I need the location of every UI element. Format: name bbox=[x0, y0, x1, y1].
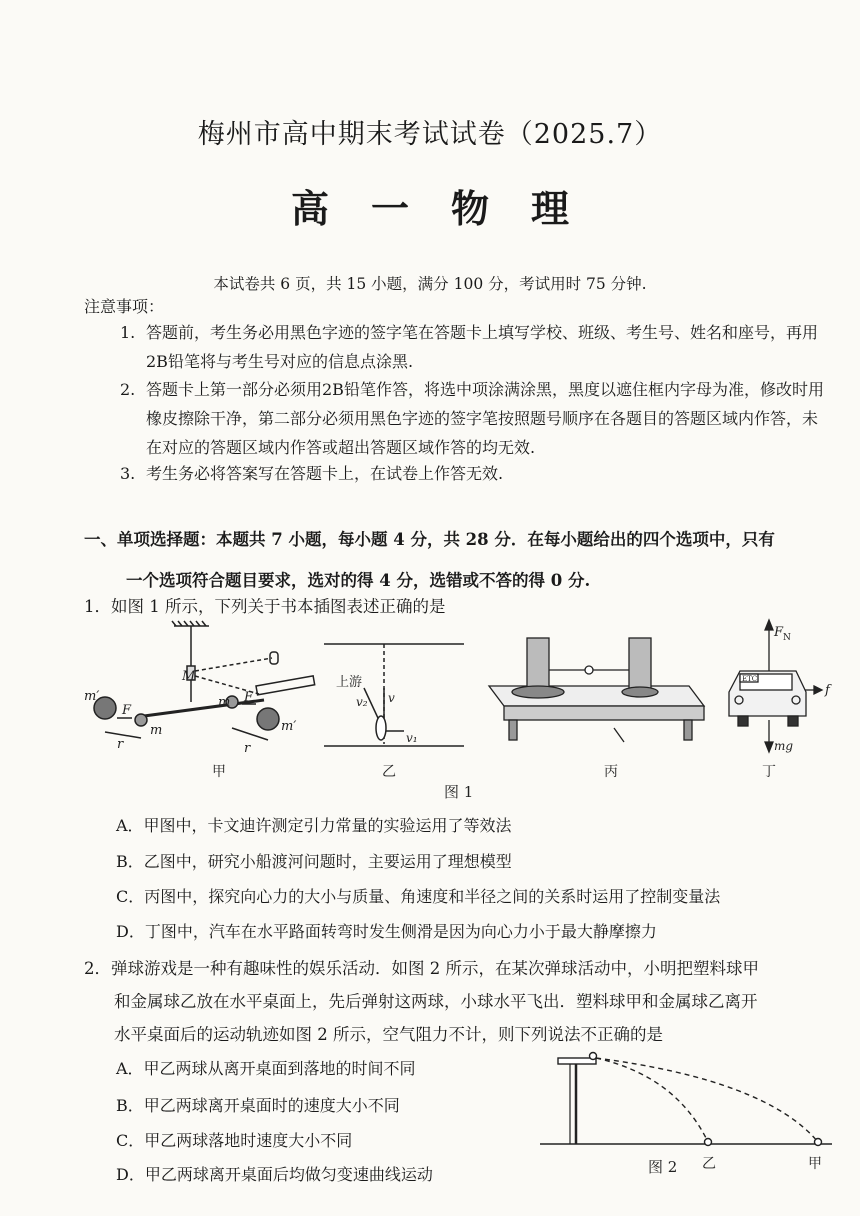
q1-option-b: B．乙图中，研究小船渡河问题时，主要运用了理想模型 bbox=[116, 852, 512, 871]
figure-2 bbox=[536, 1050, 836, 1180]
exam-title: 梅州市高中期末考试试卷（2025.7） bbox=[197, 119, 663, 150]
q2-stem-line-1: 2．弹球游戏是一种有趣味性的娱乐活动．如图 2 所示，在某次弹球活动中，小明把塑料球甲 bbox=[84, 959, 759, 978]
panel-label-bing: 丙 bbox=[604, 764, 618, 780]
exam-info: 本试卷共 6 页，共 15 小题，满分 100 分，考试用时 75 分钟. bbox=[213, 275, 647, 293]
label-FN: F bbox=[774, 625, 784, 640]
notice-item-text: 答题前，考生务必用黑色字迹的签字笔在答题卡上填写学校、班级、考生号、姓名和座号，再用2B铅笔将与考生号对应的信息点涂黑. bbox=[146, 323, 819, 371]
notice-item-3 bbox=[120, 459, 832, 488]
panel-label-ding: 丁 bbox=[762, 764, 776, 780]
label-r-right: r bbox=[244, 741, 251, 756]
question-2-stem bbox=[84, 952, 834, 1051]
question-1-stem: 1．如图 1 所示，下列关于书本插图表述正确的是 bbox=[84, 597, 446, 616]
label-m-prime-left: m′ bbox=[84, 689, 100, 704]
section-1-line-2: 一个选项符合题目要求，选对的得 4 分，选错或不答的得 0 分. bbox=[126, 571, 591, 590]
label-m-prime-right: m′ bbox=[281, 719, 297, 734]
label-v: v bbox=[388, 691, 395, 705]
label-f: f bbox=[825, 683, 830, 698]
panel-label-jia: 甲 bbox=[212, 764, 226, 780]
notice-heading: 注意事项： bbox=[84, 297, 165, 316]
q1-option-c: C．丙图中，探究向心力的大小与质量、角速度和半径之间的关系时运用了控制变量法 bbox=[116, 887, 721, 906]
q2-option-d: D．甲乙两球离开桌面后均做匀变速曲线运动 bbox=[116, 1165, 433, 1184]
figure-1-bing bbox=[489, 638, 704, 742]
section-1-heading bbox=[84, 519, 834, 601]
label-mg: mg bbox=[774, 739, 794, 753]
panel-label-yi: 乙 bbox=[382, 764, 396, 780]
subject-title: 高一物理 bbox=[290, 186, 611, 231]
label-v1: v₁ bbox=[406, 731, 418, 745]
label-m-left: m bbox=[150, 723, 163, 738]
notice-item-number: 3. bbox=[120, 464, 136, 483]
notice-item-number: 1. bbox=[120, 323, 136, 342]
notice-item-text: 考生务必将答案写在答题卡上，在试卷上作答无效. bbox=[146, 464, 504, 483]
q2-option-b: B．甲乙两球离开桌面时的速度大小不同 bbox=[116, 1096, 400, 1115]
notice-item-2 bbox=[120, 375, 832, 462]
label-v2: v₂ bbox=[356, 695, 368, 709]
figure-1 bbox=[84, 616, 854, 806]
figure-1-caption: 图 1 bbox=[444, 783, 474, 801]
ball-label-jia: 甲 bbox=[808, 1156, 822, 1172]
q1-option-a: A．甲图中，卡文迪许测定引力常量的实验运用了等效法 bbox=[116, 816, 512, 835]
q2-stem-line-2: 和金属球乙放在水平桌面上，先后弹射这两球，小球水平飞出．塑料球甲和金属球乙离开 bbox=[114, 992, 758, 1011]
label-upstream: 上游 bbox=[336, 675, 363, 690]
section-1-line-1: 一、单项选择题：本题共 7 小题，每小题 4 分，共 28 分．在每小题给出的四个选项中，只有 bbox=[84, 530, 775, 549]
label-F-right: F bbox=[244, 690, 254, 705]
q2-option-a: A．甲乙两球从离开桌面到落地的时间不同 bbox=[116, 1059, 416, 1078]
q2-stem-line-3: 水平桌面后的运动轨迹如图 2 所示，空气阻力不计，则下列说法不正确的是 bbox=[114, 1025, 663, 1044]
label-r-left: r bbox=[117, 737, 124, 752]
q2-option-c: C．甲乙两球落地时速度大小不同 bbox=[116, 1131, 353, 1150]
label-M: M bbox=[182, 669, 196, 684]
label-F-left: F bbox=[122, 703, 132, 718]
notice-item-text: 答题卡上第一部分必须用2B铅笔作答，将选中项涂满涂黑，黑度以遮住框内字母为准，修改时用橡皮擦除干净，第二部分必须用黑色字迹的签字笔按照题号顺序在各题目的答题区域内作答，未在对应的答题区域内作答或超出答题区域作答的均无效. bbox=[146, 380, 824, 457]
q1-option-d: D．丁图中，汽车在水平路面转弯时发生侧滑是因为向心力小于最大静摩擦力 bbox=[116, 922, 657, 941]
notice-item-number: 2. bbox=[120, 380, 136, 399]
ball-label-yi: 乙 bbox=[702, 1156, 716, 1172]
label-m-right: m bbox=[218, 695, 231, 710]
figure-2-caption: 图 2 bbox=[648, 1158, 678, 1176]
label-etc: ETC bbox=[742, 675, 758, 683]
notice-item-1 bbox=[120, 318, 832, 376]
label-FN-subscript: N bbox=[783, 633, 791, 643]
